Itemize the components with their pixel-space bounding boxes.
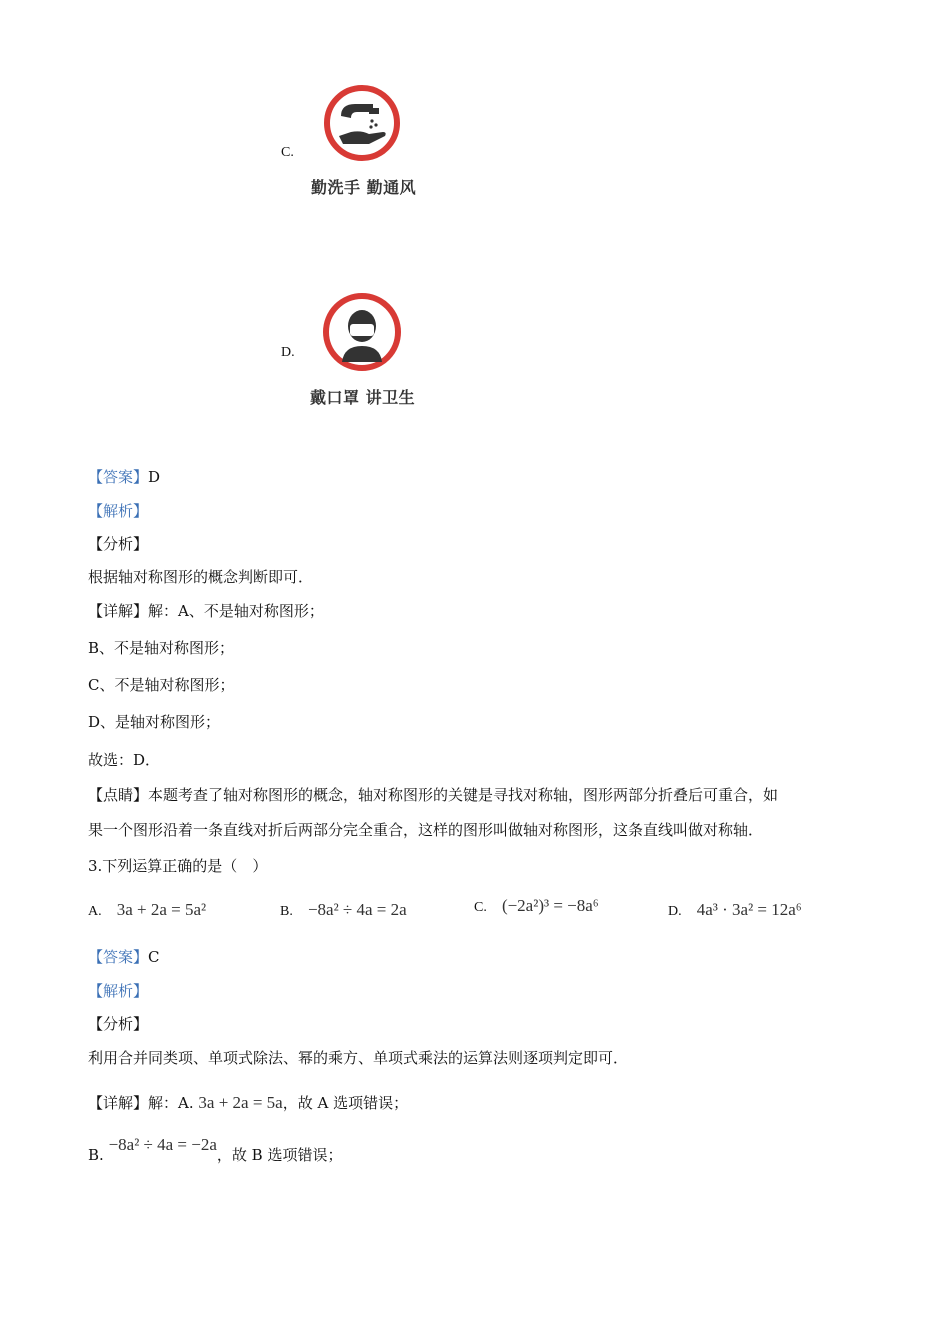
dianjing-tag: 【点睛】 — [88, 786, 149, 804]
option-c-caption: 勤洗手 勤通风 — [311, 178, 417, 197]
detail-expr: 3a + 2a = 5a — [198, 1093, 283, 1112]
q3-option-a — [88, 900, 206, 920]
dianjing-text: 本题考查了轴对称图形的概念，轴对称图形的关键是寻找对称轴，图形两部分折叠后可重合，如 — [148, 786, 779, 804]
fenxi-tag: 【分析】 — [88, 1015, 149, 1033]
hand-wash-sign-icon — [321, 84, 403, 166]
detail-line — [88, 601, 324, 621]
q2-answer-line — [88, 467, 160, 487]
answer-tag: 【答案】 — [88, 948, 149, 966]
dianjing-text: 果一个图形沿着一条直线对折后两部分完全重合，这样的图形叫做轴对称图形，这条直线叫做对称轴． — [88, 821, 764, 839]
option-c-label: C. — [281, 145, 294, 160]
option-label: D. — [668, 904, 682, 919]
detail-prefix: 解：A. — [148, 1094, 194, 1112]
detail-tag: 【详解】 — [88, 1094, 149, 1112]
option-label: A. — [88, 904, 102, 919]
detail-text: 解：A、不是轴对称图形； — [148, 602, 324, 620]
q3-question: 3.下列运算正确的是（ ） — [88, 857, 268, 875]
option-expr: −8a² ÷ 4a = 2a — [307, 900, 407, 919]
detail-text: C、不是轴对称图形； — [88, 676, 235, 694]
answer-value: C — [148, 948, 160, 966]
q3-detail-a — [88, 1093, 408, 1113]
option-d-label: D. — [281, 345, 295, 360]
q3-option-b — [280, 900, 407, 920]
analysis-tag: 【解析】 — [88, 982, 149, 1000]
mask-sign-icon — [320, 292, 404, 376]
detail-suffix: ，故 A 选项错误； — [282, 1094, 409, 1112]
answer-tag: 【答案】 — [88, 468, 149, 486]
option-label: B. — [280, 904, 293, 919]
option-label: C. — [474, 900, 487, 915]
q3-option-c — [474, 896, 599, 916]
fenxi-text: 利用合并同类项、单项式除法、幂的乘方、单项式乘法的运算法则逐项判定即可． — [88, 1049, 629, 1067]
detail-expr: −8a² ÷ 4a = −2a — [108, 1135, 217, 1154]
detail-text: 故选：D． — [88, 751, 161, 769]
detail-prefix: B. — [88, 1146, 104, 1164]
detail-text: B、不是轴对称图形； — [88, 639, 235, 657]
option-expr: (−2a²)³ = −8a⁶ — [501, 896, 599, 915]
fenxi-text: 根据轴对称图形的概念判断即可． — [88, 568, 314, 586]
q3-answer-line — [88, 947, 160, 967]
fenxi-tag: 【分析】 — [88, 535, 149, 553]
dianjing-line — [88, 785, 778, 805]
option-expr: 3a + 2a = 5a² — [116, 900, 207, 919]
detail-text: D、是轴对称图形； — [88, 713, 221, 731]
analysis-tag: 【解析】 — [88, 502, 149, 520]
option-expr: 4a³ · 3a² = 12a⁶ — [696, 900, 802, 919]
detail-tag: 【详解】 — [88, 602, 149, 620]
detail-suffix: ，故 B 选项错误； — [216, 1146, 343, 1164]
answer-value: D — [148, 468, 161, 486]
option-d-caption: 戴口罩 讲卫生 — [310, 388, 416, 407]
q3-detail-b — [88, 1135, 343, 1165]
q3-option-d — [668, 900, 802, 920]
